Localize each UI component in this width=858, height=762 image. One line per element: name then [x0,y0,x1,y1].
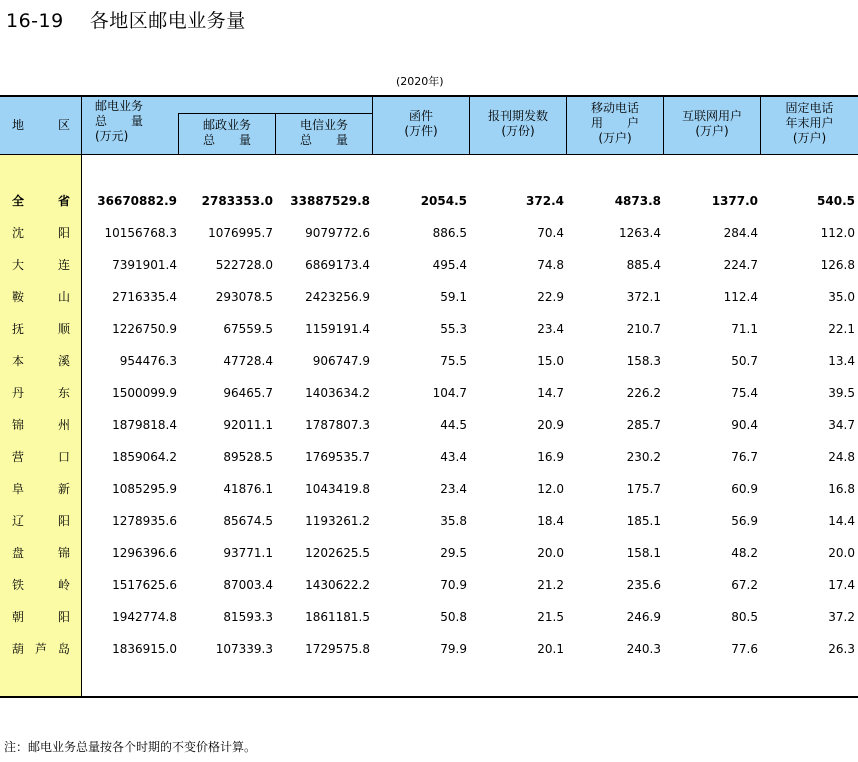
cell-internet: 71.1 [731,322,758,336]
cell-telecom: 6869173.4 [305,258,370,272]
cell-telecom: 1769535.7 [305,450,370,464]
cell-telecom: 1430622.2 [305,578,370,592]
region-name: 营 口 [12,450,70,464]
cell-internet: 224.7 [723,258,758,272]
cell-total: 954476.3 [119,354,177,368]
cell-fixed: 16.8 [828,482,855,496]
cell-fixed: 39.5 [828,386,855,400]
cell-total: 1836915.0 [112,642,177,656]
cell-telecom: 1193261.2 [305,514,370,528]
table-row [0,317,858,341]
cell-total: 1500099.9 [112,386,177,400]
cell-telecom: 1787807.3 [305,418,370,432]
footnote: 注：邮电业务总量按各个时期的不变价格计算。 [4,740,257,754]
region-name: 沈 阳 [12,226,70,240]
table-row [0,541,858,565]
cell-fixed: 22.1 [828,322,855,336]
cell-fixed: 26.3 [828,642,855,656]
cell-periodicals: 20.1 [537,642,564,656]
cell-letters: 59.1 [440,290,467,304]
table-row [0,445,858,469]
cell-letters: 44.5 [440,418,467,432]
region-name: 抚 顺 [12,322,70,336]
header-bottom-rule [0,154,858,155]
cell-mobile: 230.2 [626,450,661,464]
cell-telecom: 1202625.5 [305,546,370,560]
cell-postal: 96465.7 [223,386,273,400]
cell-total: 1296396.6 [112,546,177,560]
cell-postal: 67559.5 [223,322,273,336]
cell-periodicals: 12.0 [537,482,564,496]
region-name: 铁 岭 [12,578,70,592]
cell-letters: 104.7 [432,386,467,400]
cell-mobile: 285.7 [626,418,661,432]
cell-total: 1278935.6 [112,514,177,528]
cell-internet: 80.5 [731,610,758,624]
region-name: 辽 阳 [12,514,70,528]
cell-telecom: 906747.9 [312,354,370,368]
cell-letters: 43.4 [440,450,467,464]
cell-fixed: 37.2 [828,610,855,624]
cell-fixed: 14.4 [828,514,855,528]
header-periodicals: 报刊期发数 (万份) [487,109,548,138]
cell-postal: 1076995.7 [208,226,273,240]
table-top-rule [0,95,858,97]
cell-periodicals: 22.9 [537,290,564,304]
table-row [0,605,858,629]
cell-mobile: 372.1 [626,290,661,304]
table-row-total [0,189,858,213]
data-table [0,95,858,698]
cell-telecom: 2423256.9 [305,290,370,304]
cell-periodicals: 20.0 [537,546,564,560]
cell-internet: 76.7 [731,450,758,464]
table-row [0,285,858,309]
cell-internet: 48.2 [731,546,758,560]
table-row [0,349,858,373]
cell-mobile: 4873.8 [614,194,661,208]
cell-mobile: 158.1 [626,546,661,560]
cell-postal: 92011.1 [223,418,273,432]
cell-letters: 495.4 [432,258,467,272]
region-name: 大 连 [12,258,70,272]
cell-letters: 35.8 [440,514,467,528]
cell-telecom: 1861181.5 [305,610,370,624]
cell-internet: 77.6 [731,642,758,656]
cell-internet: 1377.0 [711,194,758,208]
table-row [0,477,858,501]
table-bottom-rule [0,696,858,698]
cell-telecom: 1729575.8 [305,642,370,656]
cell-periodicals: 16.9 [537,450,564,464]
cell-periodicals: 14.7 [537,386,564,400]
cell-fixed: 34.7 [828,418,855,432]
cell-total: 7391901.4 [112,258,177,272]
header-mobile: 移动电话 用 户 (万户) [590,101,639,145]
region-name: 朝 阳 [12,610,70,624]
header-total: 邮电业务 总 量 (万元) [95,99,144,143]
cell-total: 1859064.2 [112,450,177,464]
region-name: 本 溪 [12,354,70,368]
cell-total: 10156768.3 [104,226,177,240]
cell-mobile: 246.9 [626,610,661,624]
cell-fixed: 24.8 [828,450,855,464]
table-row [0,637,858,661]
cell-total: 1517625.6 [112,578,177,592]
cell-mobile: 210.7 [626,322,661,336]
cell-internet: 112.4 [723,290,758,304]
table-row [0,509,858,533]
header-postal: 邮政业务 总 量 [202,118,251,147]
cell-fixed: 540.5 [817,194,855,208]
cell-postal: 85674.5 [223,514,273,528]
table-row [0,381,858,405]
cell-mobile: 1263.4 [619,226,661,240]
region-name: 全 省 [12,194,70,208]
header-letters: 函件 (万件) [404,109,438,138]
region-name: 锦 州 [12,418,70,432]
cell-periodicals: 23.4 [537,322,564,336]
table-row [0,221,858,245]
year-label: (2020年) [396,75,444,88]
cell-fixed: 35.0 [828,290,855,304]
cell-internet: 67.2 [731,578,758,592]
cell-internet: 284.4 [723,226,758,240]
cell-total: 36670882.9 [97,194,177,208]
cell-letters: 2054.5 [420,194,467,208]
header-internet: 互联网用户 (万户) [681,109,742,138]
cell-postal: 2783353.0 [201,194,273,208]
cell-fixed: 112.0 [820,226,855,240]
cell-letters: 70.9 [440,578,467,592]
table-number: 16-19 [6,10,64,32]
cell-letters: 79.9 [440,642,467,656]
cell-periodicals: 18.4 [537,514,564,528]
cell-postal: 93771.1 [223,546,273,560]
cell-periodicals: 70.4 [537,226,564,240]
cell-mobile: 158.3 [626,354,661,368]
cell-postal: 41876.1 [223,482,273,496]
cell-postal: 522728.0 [215,258,273,272]
table-row [0,413,858,437]
region-name: 阜 新 [12,482,70,496]
cell-telecom: 1043419.8 [305,482,370,496]
cell-total: 1085295.9 [112,482,177,496]
cell-postal: 107339.3 [215,642,273,656]
cell-postal: 81593.3 [223,610,273,624]
region-name: 盘 锦 [12,546,70,560]
cell-internet: 56.9 [731,514,758,528]
region-name: 丹 东 [12,386,70,400]
cell-internet: 50.7 [731,354,758,368]
cell-mobile: 185.1 [626,514,661,528]
cell-telecom: 33887529.8 [290,194,370,208]
region-name: 葫 芦 岛 [12,642,70,656]
cell-internet: 60.9 [731,482,758,496]
cell-mobile: 226.2 [626,386,661,400]
table-row [0,573,858,597]
cell-total: 1879818.4 [112,418,177,432]
cell-letters: 886.5 [432,226,467,240]
cell-mobile: 235.6 [626,578,661,592]
cell-periodicals: 15.0 [537,354,564,368]
cell-mobile: 240.3 [626,642,661,656]
header-region: 地 区 [12,118,70,132]
cell-periodicals: 20.9 [537,418,564,432]
cell-periodicals: 74.8 [537,258,564,272]
cell-fixed: 17.4 [828,578,855,592]
cell-total: 1226750.9 [112,322,177,336]
cell-letters: 50.8 [440,610,467,624]
cell-mobile: 885.4 [626,258,661,272]
cell-postal: 87003.4 [223,578,273,592]
header-telecom: 电信业务 总 量 [299,118,348,147]
page-title [6,6,246,33]
cell-postal: 89528.5 [223,450,273,464]
cell-total: 1942774.8 [112,610,177,624]
cell-postal: 47728.4 [223,354,273,368]
cell-postal: 293078.5 [215,290,273,304]
table-title: 各地区邮电业务量 [89,10,246,32]
cell-fixed: 13.4 [828,354,855,368]
cell-fixed: 126.8 [820,258,855,272]
cell-telecom: 1403634.2 [305,386,370,400]
header-fixed: 固定电话 年末用户 (万户) [785,101,834,145]
cell-total: 2716335.4 [112,290,177,304]
cell-periodicals: 21.2 [537,578,564,592]
region-name: 鞍 山 [12,290,70,304]
cell-fixed: 20.0 [828,546,855,560]
cell-periodicals: 372.4 [526,194,564,208]
cell-periodicals: 21.5 [537,610,564,624]
cell-letters: 23.4 [440,482,467,496]
cell-letters: 75.5 [440,354,467,368]
cell-internet: 90.4 [731,418,758,432]
subheader-rule [178,113,373,114]
cell-letters: 29.5 [440,546,467,560]
cell-telecom: 1159191.4 [305,322,370,336]
table-row [0,253,858,277]
cell-internet: 75.4 [731,386,758,400]
cell-mobile: 175.7 [626,482,661,496]
cell-telecom: 9079772.6 [305,226,370,240]
cell-letters: 55.3 [440,322,467,336]
